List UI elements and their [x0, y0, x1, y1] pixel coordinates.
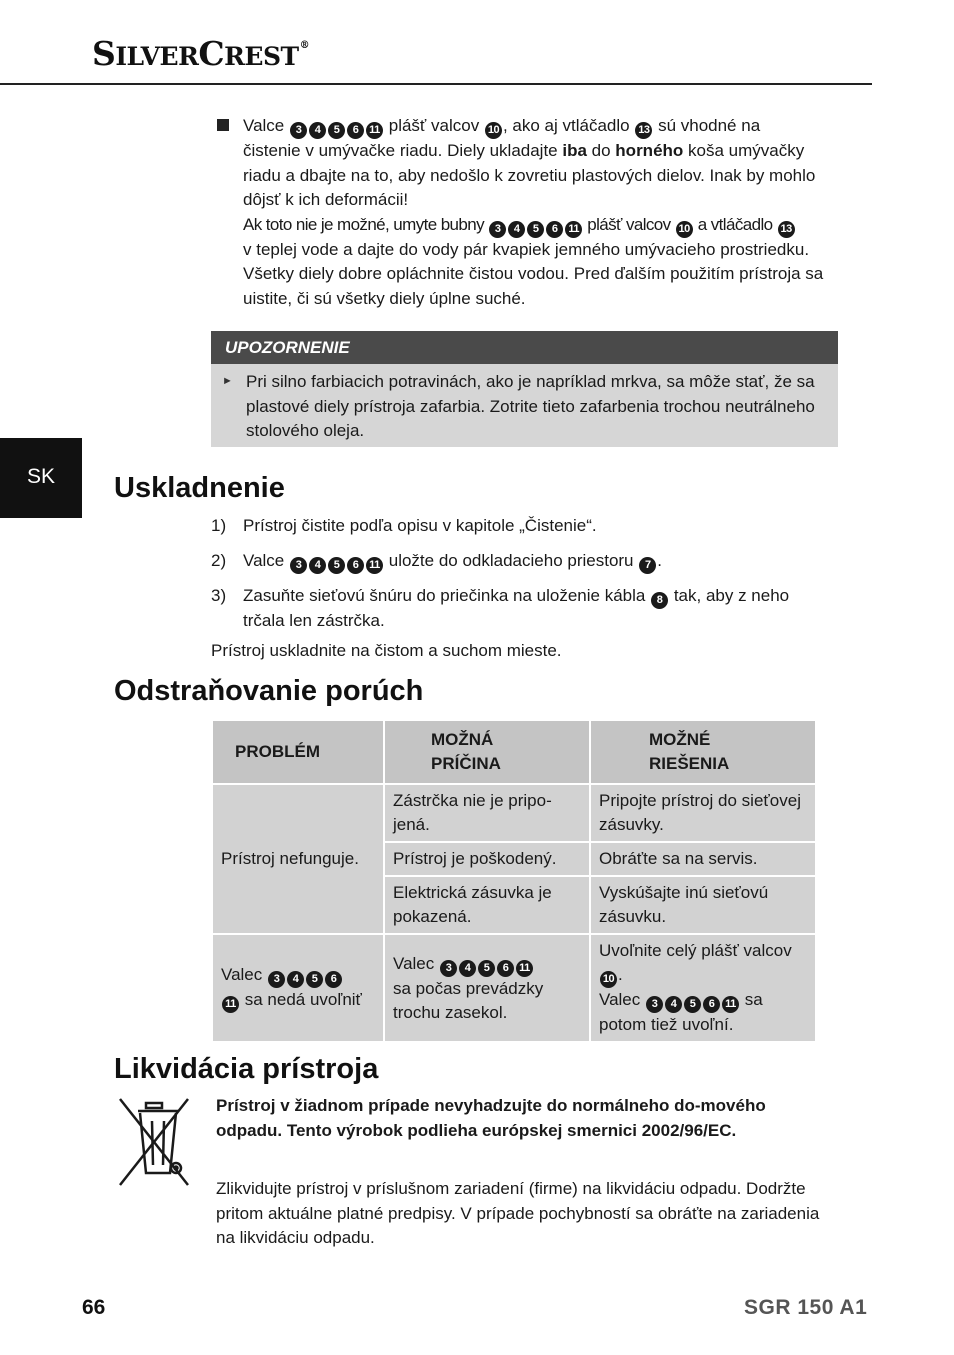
storage-step-2: 2) Valce 3 4 5 6 11 uložte do odkladacieho priestoru 7 . [211, 549, 831, 574]
table-header-row [212, 720, 816, 784]
notice-title: UPOZORNENIE [225, 338, 350, 357]
disposal-text: Zlikvidujte prístroj v príslušnom zariadení (firme) na likvidáciu odpadu. Dodržte pritom aktuálne platné predpisy. V prípade pochybností sa obráťte na zariadenia na likvidáciu odpadu. [216, 1179, 820, 1247]
troubleshooting-table [211, 719, 817, 1043]
header-solution: MOŽNÉ RIEŠENIA [590, 720, 816, 784]
notice-header [211, 331, 838, 364]
notice-text: Pri silno farbiacich potravinách, ako je napríklad mrkva, sa môže stať, že sa plastové diely prístroja zafarbia. Zotrite tieto zafarbenia trochou neutrálneho stolového oleja. [246, 372, 815, 440]
storage-step-3: 3) Zasuňte sieťovú šnúru do priečinka na uloženie kábla 8 tak, aby z neho trčala len zástrčka. [211, 586, 790, 630]
arrow-right-icon: ► [222, 375, 233, 387]
crossed-bin-icon [116, 1095, 192, 1190]
cause-cell: Zástrčka nie je pripo-jená. [384, 784, 590, 842]
storage-final: Prístroj uskladnite na čistom a suchom mieste. [211, 641, 562, 660]
header-rule [0, 83, 872, 85]
language-tab: SK [0, 438, 82, 518]
cause-cell: Valec 3 4 5 6 11 sa počas prevádzky trochu zasekol. [384, 934, 590, 1042]
disposal-warning: Prístroj v žiadnom prípade nevyhadzujte do normálneho do-mového odpadu. Tento výrobok podlieha európskej smernici 2002/96/EC. [216, 1096, 766, 1140]
table-row [212, 934, 816, 1042]
page-number: 66 [82, 1296, 106, 1319]
storage-step-1: 1) Prístroj čistite podľa opisu v kapitole „Čistenie“. [211, 516, 597, 535]
solution-cell: Obráťte sa na servis. [590, 842, 816, 876]
bullet-square-icon [217, 119, 229, 131]
cause-cell: Elektrická zásuvka je pokazená. [384, 876, 590, 934]
cause-cell: Prístroj je poškodený. [384, 842, 590, 876]
storage-heading: Uskladnenie [114, 472, 285, 504]
solution-cell: Vyskúšajte inú sieťovú zásuvku. [590, 876, 816, 934]
model-number: SGR 150 A1 [744, 1296, 868, 1319]
troubleshooting-heading: Odstraňovanie porúch [114, 675, 424, 707]
problem-cell: Prístroj nefunguje. [212, 784, 384, 934]
header-problem: PROBLÉM [212, 720, 384, 784]
header-cause: MOŽNÁ PRÍČINA [384, 720, 590, 784]
disposal-heading: Likvidácia prístroja [114, 1053, 379, 1085]
brand-logo: SILVERCREST® [92, 34, 310, 73]
cleaning-paragraph: Valce 3 4 5 6 11 plášť valcov 10 , ako aj vtláčadlo 13 sú vhodné na čistenie v umývačke riadu. Diely ukladajte iba do horného koša umývačky riadu a dbajte na to, aby nedošlo k zovretiu plastových dielov. Inak by mohlo dôjsť k ich deformácii! Ak toto nie je možné, umyte bubny 3 4 5 6 11 plášť valcov 10 a vtláčadlo 13 v teplej vode a dajte do vody pár kvapiek jemného umývacieho prostriedku. Všetky diely dobre opláchnite čistou vodou. Pred ďalším použitím prístroja sa uistite, či sú všetky diely úplne suché. [243, 116, 824, 308]
solution-cell: Uvoľnite celý plášť valcov 10 . Valec 3 4 5 6 11 sa potom tiež uvoľní. [590, 934, 816, 1042]
table-row [212, 784, 816, 842]
solution-cell: Pripojte prístroj do sieťovej zásuvky. [590, 784, 816, 842]
problem-cell: Valec 3 4 5 6 11 sa nedá uvoľniť [212, 934, 384, 1042]
